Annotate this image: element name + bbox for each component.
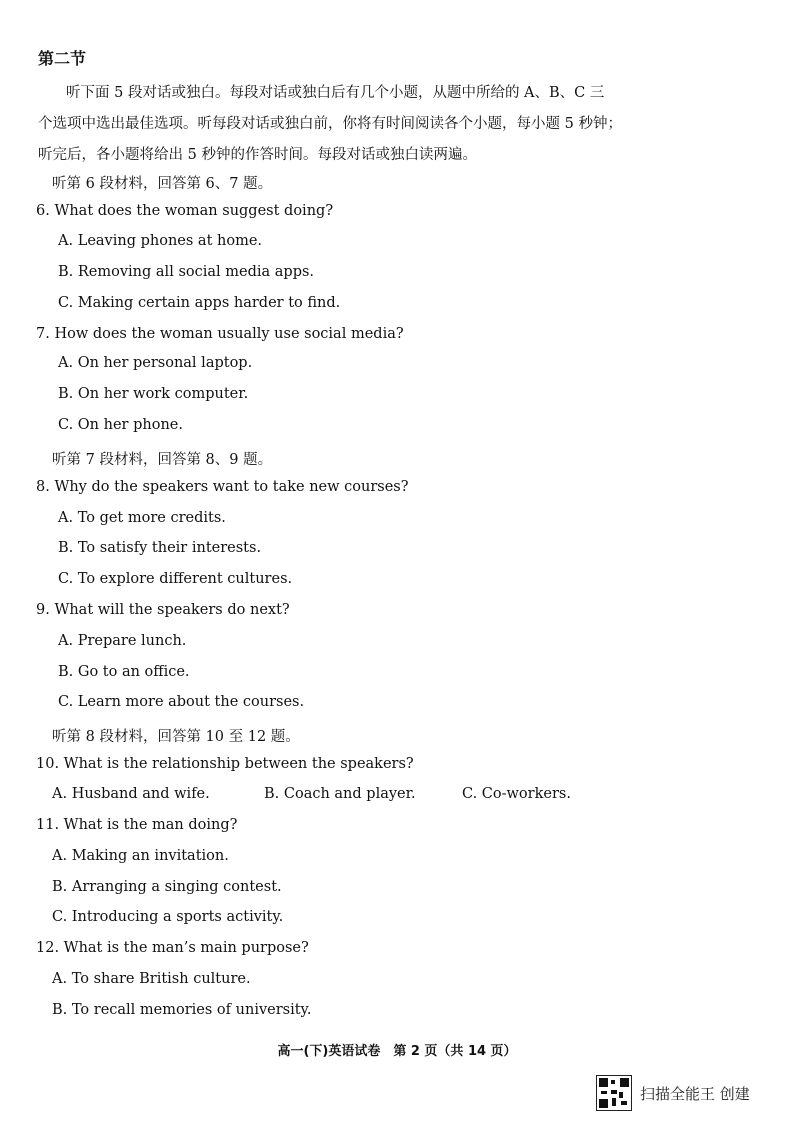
question-6-stem: 6. What does the woman suggest doing? bbox=[36, 203, 334, 219]
question-7-option-b: B. On her work computer. bbox=[58, 386, 249, 402]
question-12-option-a: A. To share British culture. bbox=[52, 971, 251, 987]
scanner-watermark bbox=[596, 1075, 750, 1111]
question-8-option-c: C. To explore different cultures. bbox=[58, 571, 293, 587]
question-7-option-c: C. On her phone. bbox=[58, 417, 183, 433]
question-10-option-c: C. Co-workers. bbox=[462, 786, 571, 802]
question-7-option-a: A. On her personal laptop. bbox=[58, 355, 253, 371]
question-12-option-b: B. To recall memories of university. bbox=[52, 1002, 312, 1018]
question-9-option-a: A. Prepare lunch. bbox=[58, 633, 187, 649]
question-6-option-b: B. Removing all social media apps. bbox=[58, 264, 315, 280]
material-note-7: 听第 7 段材料，回答第 8、9 题。 bbox=[52, 452, 273, 468]
question-12-stem: 12. What is the man’s main purpose? bbox=[36, 940, 309, 956]
question-10-stem: 10. What is the relationship between the speakers? bbox=[36, 756, 414, 772]
instruction-line-3: 听完后，各小题将给出 5 秒钟的作答时间。每段对话或独白读两遍。 bbox=[38, 147, 477, 163]
question-8-option-a: A. To get more credits. bbox=[58, 510, 226, 526]
section-instructions bbox=[38, 78, 688, 171]
question-11-option-a: A. Making an invitation. bbox=[52, 848, 229, 864]
question-10-option-a: A. Husband and wife. bbox=[52, 786, 210, 802]
material-note-6: 听第 6 段材料，回答第 6、7 题。 bbox=[52, 176, 273, 192]
question-9-stem: 9. What will the speakers do next? bbox=[36, 602, 290, 618]
instruction-line-2: 个选项中选出最佳选项。听每段对话或独白前，你将有时间阅读各个小题，每小题 5 秒钟； bbox=[38, 116, 622, 132]
question-11-stem: 11. What is the man doing? bbox=[36, 817, 238, 833]
question-9-option-c: C. Learn more about the courses. bbox=[58, 694, 305, 710]
question-8-stem: 8. Why do the speakers want to take new courses? bbox=[36, 479, 409, 495]
section-title: 第二节 bbox=[38, 49, 87, 68]
qr-code-icon bbox=[596, 1075, 632, 1111]
question-9-option-b: B. Go to an office. bbox=[58, 664, 190, 680]
instruction-line-1: 听下面 5 段对话或独白。每段对话或独白后有几个小题，从题中所给的 A、B、C 三 bbox=[66, 85, 605, 101]
question-7-stem: 7. How does the woman usually use social media? bbox=[36, 326, 404, 342]
question-8-option-b: B. To satisfy their interests. bbox=[58, 540, 262, 556]
question-6-option-c: C. Making certain apps harder to find. bbox=[58, 295, 341, 311]
question-10-option-b: B. Coach and player. bbox=[264, 786, 416, 802]
scanner-label: 扫描全能王 创建 bbox=[640, 1084, 750, 1103]
page-footer: 高一(下)英语试卷 第 2 页（共 14 页） bbox=[277, 1044, 517, 1059]
question-11-option-c: C. Introducing a sports activity. bbox=[52, 909, 284, 925]
material-note-8: 听第 8 段材料，回答第 10 至 12 题。 bbox=[52, 729, 300, 745]
question-11-option-b: B. Arranging a singing contest. bbox=[52, 879, 282, 895]
question-6-option-a: A. Leaving phones at home. bbox=[58, 233, 263, 249]
